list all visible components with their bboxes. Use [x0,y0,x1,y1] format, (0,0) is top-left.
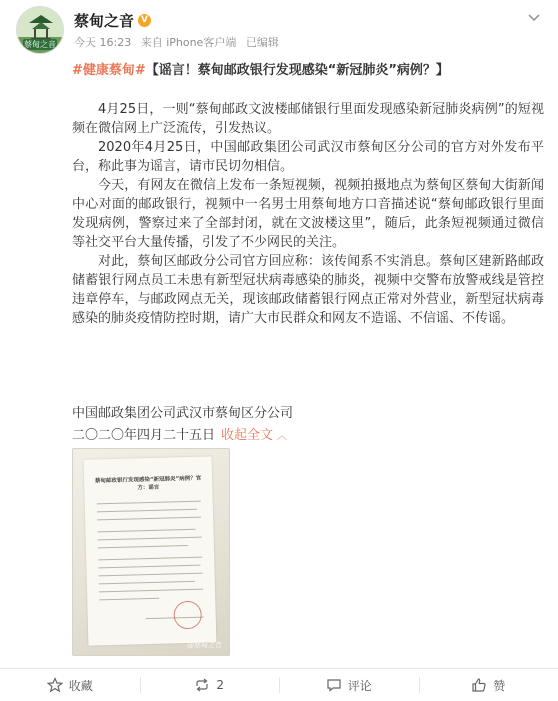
avatar[interactable] [16,6,64,54]
post-title-line [72,62,449,80]
document-line [97,509,197,513]
repost-icon [194,677,210,693]
post-body [72,100,544,328]
paragraph-4: 对此，蔡甸区邮政分公司官方回应称：该传闻系不实消息。蔡甸区建新路邮政储蓄银行网点员工未患有新型冠状病毒感染的肺炎，视频中交警布放警戒线是管控违章停车，与邮政网点无关，现该邮政储蓄银行网点正常对外营业，新型冠状病毒感染的肺炎疫情防控时期，请广大市民群众和网友不造谣、不信谣、不传谣。 [72,252,544,328]
like-button[interactable] [419,669,558,701]
avatar-logo-text: 蔡甸之音 [23,39,57,50]
paragraph-2: 2020年4月25日，中国邮政集团公司武汉市蔡甸区分公司的官方对外发布平台，称此事为谣言，请市民切勿相信。 [72,138,544,176]
post-source: 来自 iPhone客户端 [141,36,237,49]
repost-button[interactable] [140,669,280,701]
username[interactable]: 蔡甸之音 [74,10,134,31]
document-line [98,545,188,548]
signature-org: 中国邮政集团公司武汉市蔡甸区分公司 [72,402,293,421]
favorite-label: 收藏 [69,677,93,694]
seal-stamp [173,601,202,630]
document-line [99,589,203,593]
collapse-button[interactable]: 收起全文 [221,428,273,443]
chevron-down-icon[interactable] [524,8,544,28]
star-icon [47,677,63,693]
post-time: 今天 16:23 [74,36,131,49]
favorite-button[interactable] [0,669,140,701]
post-image[interactable] [72,448,230,656]
post-header [0,0,558,58]
repost-count: 2 [216,678,224,692]
name-row [74,10,151,30]
document-heading: 蔡甸邮政银行发现感染“新冠肺炎”病例？官方：谣言 [94,475,202,494]
document-line [97,517,201,521]
action-bar [0,668,558,701]
comment-label: 评论 [348,677,372,694]
document-line [97,529,195,533]
verified-badge-icon: V [138,14,151,27]
document-line [98,537,202,541]
image-watermark: @蔡甸之音 [187,640,222,650]
document-line [99,581,195,585]
document-paper [84,456,217,645]
topic-tag[interactable]: #健康蔡甸# [72,63,146,78]
document-line [97,501,201,505]
comment-button[interactable] [279,669,419,701]
chevron-up-icon[interactable]: ︿ [277,431,287,442]
paragraph-3: 今天，有网友在微信上发布一条短视频，视频拍摄地点为蔡甸区蔡甸大街新闻中心对面的邮政银行，视频中一名男士用蔡甸地方口音描述说“蔡甸邮政银行里面发现病例，警察过来了全部封闭，就在文波楼这里”，随后，此条短视频通过微信等社交平台大量传播，引发了不少网民的关注。 [72,176,544,252]
thumbs-up-icon [471,677,487,693]
like-label: 赞 [493,677,505,694]
paragraph-1: 4月25日，一则“蔡甸邮政文波楼邮储银行里面发现感染新冠肺炎病例”的短视频在微信网上广泛流传，引发热议。 [72,100,544,138]
signature-date: 二〇二〇年四月二十五日 [72,428,215,443]
document-line [99,598,159,601]
signature-date-row [72,424,287,443]
edited-label[interactable]: 已编辑 [246,36,279,49]
post-meta [74,34,285,50]
post-title: 【谣言！蔡甸邮政银行发现感染“新冠肺炎”病例？】 [146,63,449,78]
document-line [99,573,203,577]
document-line [98,557,202,561]
comment-icon [326,677,342,693]
document-line [98,565,200,569]
